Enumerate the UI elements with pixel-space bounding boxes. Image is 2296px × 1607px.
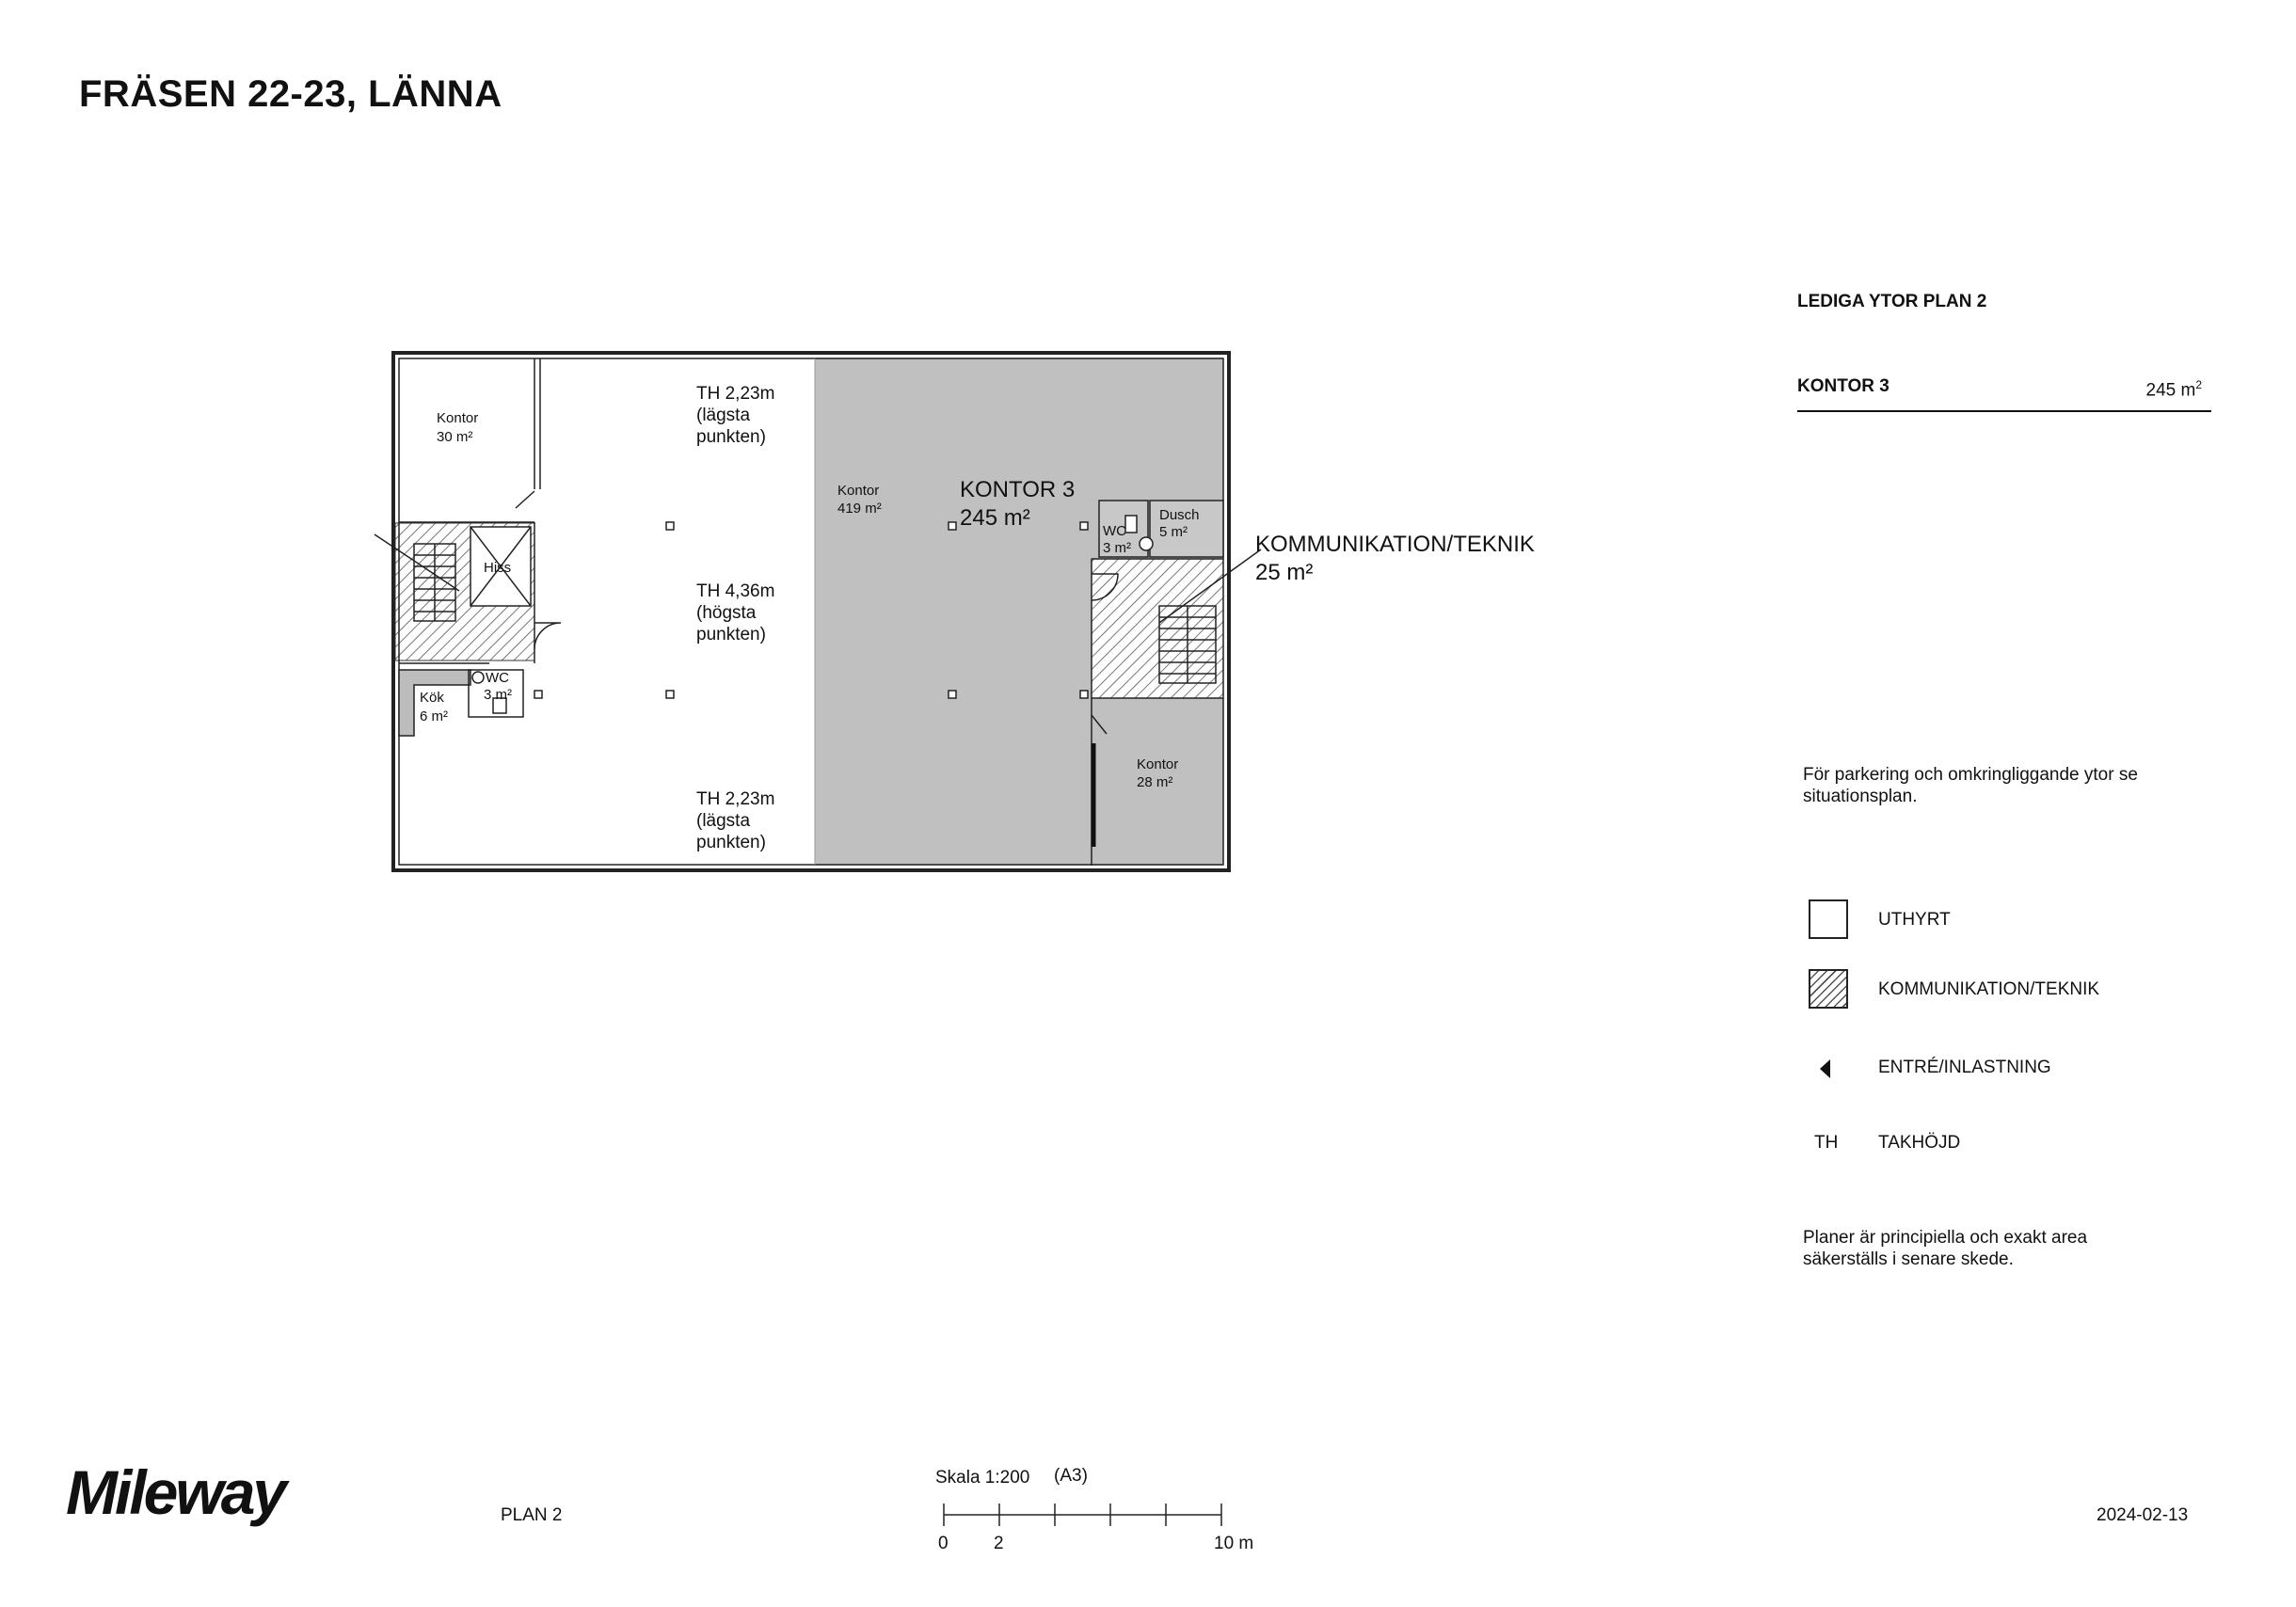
disclaimer-note: Planer är principiella och exakt area säkerställs i senare skede. xyxy=(1803,1228,2088,1269)
legend-kontor-name: KONTOR 3 xyxy=(1797,376,1889,396)
ceiling-height-bot-2: (lägsta xyxy=(696,811,751,831)
room-kontor-28-area: 28 m² xyxy=(1137,774,1173,790)
room-hiss: Hiss xyxy=(484,560,512,576)
white-square-icon xyxy=(1809,899,1848,939)
ceiling-height-top-2: (lägsta xyxy=(696,406,751,425)
room-kontor-30-area: 30 m² xyxy=(437,429,473,445)
ceiling-height-top-3: punkten) xyxy=(696,427,766,447)
legend-kontor-row[interactable] xyxy=(1797,374,2211,412)
scale-bar xyxy=(944,1504,1221,1526)
room-dusch-area: 5 m² xyxy=(1159,524,1188,540)
th-symbol: TH xyxy=(1814,1133,1839,1153)
page-title: FRÄSEN 22-23, LÄNNA xyxy=(79,73,502,115)
ceiling-height-mid-2: (högsta xyxy=(696,603,757,623)
room-kok-name: Kök xyxy=(420,690,444,706)
room-wc-left-area: 3 m² xyxy=(484,687,512,703)
hatched-square-icon xyxy=(1809,969,1848,1009)
ceiling-height-top-1: TH 2,23m xyxy=(696,384,775,404)
ceiling-height-bot-3: punkten) xyxy=(696,833,766,852)
legend-kontor-area: 245 $m^2$ xyxy=(2145,378,2202,401)
room-kontor-419-area: 419 m² xyxy=(837,501,882,517)
legend-heading: LEDIGA YTOR PLAN 2 xyxy=(1797,292,1987,311)
room-kontor-419-name: Kontor xyxy=(837,483,880,499)
room-kontor-30-name: Kontor xyxy=(437,410,479,426)
plan-label: PLAN 2 xyxy=(501,1505,563,1525)
room-komm-area: 25 m² xyxy=(1255,560,1314,585)
parking-note: För parkering och omkringliggande ytor se situationsplan. xyxy=(1803,765,2138,806)
ceiling-height-mid-1: TH 4,36m xyxy=(696,581,775,601)
room-kontor3-label: KONTOR 3 xyxy=(960,477,1076,502)
room-komm-label: KOMMUNIKATION/TEKNIK xyxy=(1255,532,1535,557)
scale-tick-10: 10 m xyxy=(1214,1534,1254,1553)
scale-tick-0: 0 xyxy=(938,1534,949,1553)
room-kontor-28-name: Kontor xyxy=(1137,756,1179,772)
room-wc-left-name: WC xyxy=(486,670,509,686)
room-wc-right-area: 3 m² xyxy=(1103,540,1131,556)
entrance-triangle-icon xyxy=(1820,1059,1830,1078)
ceiling-height-bot-1: TH 2,23m xyxy=(696,789,775,809)
room-kontor3-area: 245 m² xyxy=(960,505,1030,531)
room-wc-right-name: WC xyxy=(1103,523,1126,539)
room-dusch-name: Dusch xyxy=(1159,507,1200,523)
scale-tick-2: 2 xyxy=(994,1534,1004,1553)
mileway-logo: Mileway xyxy=(66,1457,285,1527)
scale-label: Skala 1:200 xyxy=(935,1468,1030,1488)
scale-paper: (A3) xyxy=(1054,1466,1088,1486)
date-label: 2024-02-13 xyxy=(2097,1505,2189,1525)
ceiling-height-mid-3: punkten) xyxy=(696,625,766,644)
room-kok-area: 6 m² xyxy=(420,708,448,724)
